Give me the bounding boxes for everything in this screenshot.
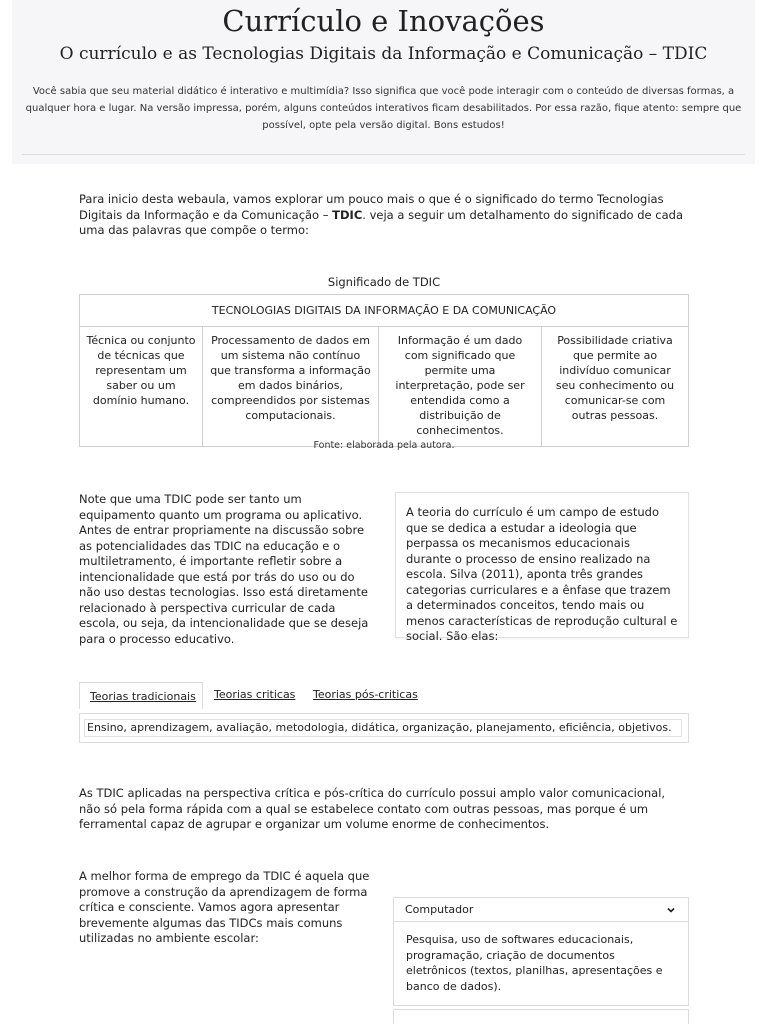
table-cell-tecnologias: Técnica ou conjunto de técnicas que representam um saber ou um domínio humano. — [80, 327, 203, 447]
header-divider — [22, 154, 745, 155]
tdic-term: TDIC — [332, 207, 363, 222]
tab-panel — [79, 713, 689, 743]
table-source: Fonte: elaborada pela autora. — [313, 440, 455, 451]
tdic-critical-paragraph: As TDIC aplicadas na perspectiva crítica e pós-crítica do currículo possui amplo valor comunicacional, não só pela forma rápida com a qual se estabelece contato com outras pessoas, mas porque é um ferramental capaz de agrupar e organizar um volume enorme de conhecimentos. — [79, 786, 666, 831]
table-header-row — [80, 295, 689, 327]
table-cell-digitais: Processamento de dados em um sistema não contínuo que transforma a informação em dados binários, compreendidos por sistemas computacionais. — [203, 327, 379, 447]
accordion-next-item[interactable] — [393, 1009, 689, 1024]
page-title: Currículo e Inovações — [222, 4, 545, 38]
tab-teorias-pos-criticas[interactable]: Teorias pós-criticas — [313, 688, 418, 701]
intro-text: Você sabia que seu material didático é interativo e multimídia? Isso significa que você pode interagir com o conteúdo de diversas formas, a qualquer hora e lugar. Na versão impressa, porém, alguns conteúdos interativos ficam desabilitados. Por essa razão, fique atento: sempre que possível, opte pela versão digital. Bons estudos! — [25, 86, 742, 131]
intro-paragraph — [79, 192, 689, 239]
page-header — [12, 0, 755, 164]
tab-teorias-criticas[interactable]: Teorias criticas — [214, 688, 296, 701]
chevron-down-icon[interactable] — [666, 898, 676, 921]
accordion-computador-body: Pesquisa, uso de softwares educacionais, programação, criação de documentos eletrônicos (textos, planilhas, apresentações e banco de dados). — [393, 922, 689, 1006]
tdic-table — [79, 294, 689, 447]
accordion-title: Computador — [405, 903, 474, 916]
callout-text: A teoria do currículo é um campo de estudo que se dedica a estudar a ideologia que perpassa os mecanismos educacionais durante o processo de ensino realizado na escola. Silva (2011), aponta três grandes categorias curriculares e a ênfase que trazem a determinados conceitos, tendo mais ou menos características de reprodução cultural e social. São elas: — [406, 505, 678, 643]
table-cell-comunicacao: Possibilidade criativa que permite ao indivíduo comunicar seu conhecimento ou comunicar-se com outras pessoas. — [542, 327, 689, 447]
page-subtitle: O currículo e as Tecnologias Digitais da Informação e Comunicação – TDIC — [59, 44, 708, 64]
intro-paragraph-text-end: . veja a seguir um detalhamento do significado de cada uma das palavras que compõe o termo: — [79, 207, 683, 237]
table-row — [80, 327, 689, 447]
table-cell-informacao: Informação é um dado com significado que permite uma interpretação, pode ser entendida como a distribuição de conhecimentos. — [379, 327, 542, 447]
tab-teorias-tradicionais[interactable]: Teorias tradicionais — [79, 682, 203, 709]
intro-paragraph-text: Para inicio desta webaula, vamos explorar um pouco mais o que é o significado do termo Tecnologias Digitais da Informação e da Comunicação – — [79, 192, 664, 222]
tdic-usage-paragraph: A melhor forma de emprego da TDIC é aquela que promove a construção da aprendizagem de forma crítica e consciente. Vamos agora apresentar brevemente algumas das TIDCs mais comuns utilizadas no ambiente escolar: — [79, 869, 370, 945]
table-caption: Significado de TDIC — [327, 275, 441, 289]
table-header: TECNOLOGIAS DIGITAIS DA INFORMAÇÃO E DA COMUNICAÇÃO — [80, 295, 689, 327]
tab-panel-content: Ensino, aprendizagem, avaliação, metodologia, didática, organização, planejamento, eficiência, objetivos. — [84, 719, 682, 737]
accordion-computador-header[interactable] — [393, 897, 689, 922]
curriculum-theory-callout — [395, 492, 689, 643]
tdic-note-paragraph: Note que uma TDIC pode ser tanto um equipamento quanto um programa ou aplicativo. Antes de entrar propriamente na discussão sobre as potencialidades das TDIC na educação e o multiletramento, é importante refletir sobre a intencionalidade que está por trás do uso ou do não uso destas tecnologias. Isso está diretamente relacionado à perspectiva curricular de cada escola, ou seja, da intencionalidade que se deseja para o processo educativo. — [79, 492, 369, 646]
